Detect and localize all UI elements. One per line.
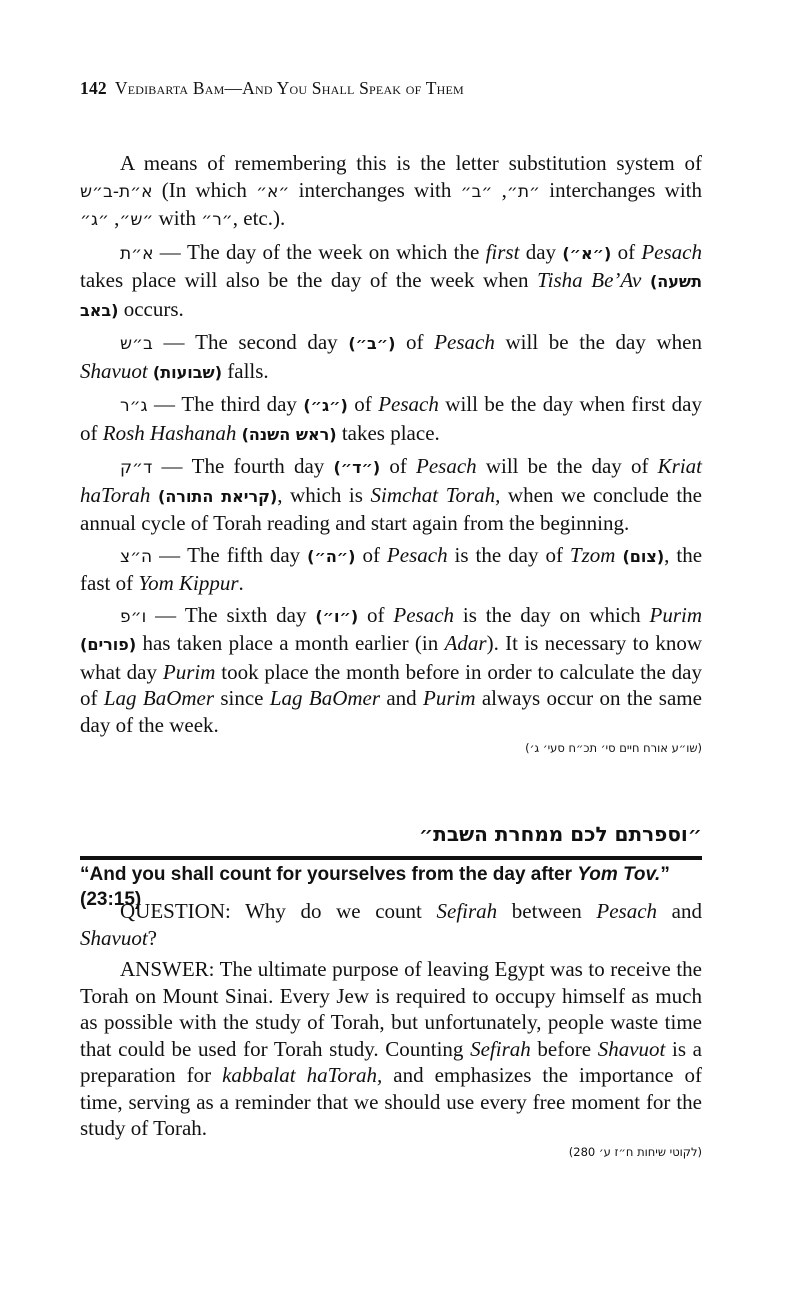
source-citation: (לקוטי שיחות ח״ז ע׳ 280): [568, 1144, 702, 1159]
intro-paragraph: A means of remembering this is the letter substitution system of א״ת-ב״ש (In which ״א״ interchanges with ״ת״, ״ב״ interchanges with ״ש״, ״ג״ with ״ר״, etc.).: [80, 151, 703, 230]
source-citation: (שו״ע אורח חיים סי׳ תכ״ח סעי׳ ג׳): [525, 741, 702, 755]
hebrew-verse-heading: ״וספרתם לכם ממחרת השבת״: [418, 822, 702, 846]
question-paragraph: QUESTION: Why do we count Sefirah between Pesach and Shavuot?: [80, 899, 702, 950]
running-title: Vedibarta Bam—And You Shall Speak of Them: [114, 78, 464, 98]
sefirah-section: [80, 898, 702, 1159]
item-paragraph: ג״ר — The third day (״ג״) of Pesach will be the day when first day of Rosh Hashanah (ראש השנה) takes place.: [80, 392, 702, 445]
item-paragraph: ה״צ — The fifth day (״ה״) of Pesach is the day of Tzom (צום), the fast of Yom Kippur.: [80, 542, 703, 595]
verse-translation: “And you shall count for yourselves from the day after Yom Tov.” (23:15): [80, 864, 670, 910]
running-header: [80, 78, 464, 99]
item-paragraph: ו״פ — The sixth day (״ו״) of Pesach is the day on which Purim (פורים) has taken place a month earlier (in Adar). It is necessary to know what day Purim took place the month before in order to calculate the day of Lag BaOmer since Lag BaOmer and Purim always occur on the same day of the week.: [80, 602, 702, 737]
answer-paragraph: ANSWER: The ultimate purpose of leaving Egypt was to receive the Torah on Mount Sinai. Every Jew is required to occupy himself as much as possible with the study of Torah, but unfortunately, people waste time that could be used for Torah study. Counting Sefirah before Shavuot is a preparation for kabbalat haTorah, and emphasizes the importance of time, serving as a reminder that we should use every free moment for the study of Torah.: [80, 957, 703, 1140]
item-paragraph: א״ת — The day of the week on which the first day (״א״) of Pesach takes place will also be the day of the week when Tisha Be’Av (תשעה באב) occurs.: [80, 239, 702, 321]
item-paragraph: ב״ש — The second day (״ב״) of Pesach will be the day when Shavuot (שבועות) falls.: [80, 330, 702, 383]
page-number: 142: [80, 78, 107, 98]
heading-rule: [80, 856, 702, 860]
item-paragraph: ד״ק — The fourth day (״ד״) of Pesach will be the day of Kriat haTorah (קריאת התורה), which is Simchat Torah, when we conclude the annual cycle of Torah reading and start again from the beginning.: [80, 454, 703, 535]
letter-substitution-section: [80, 150, 702, 755]
